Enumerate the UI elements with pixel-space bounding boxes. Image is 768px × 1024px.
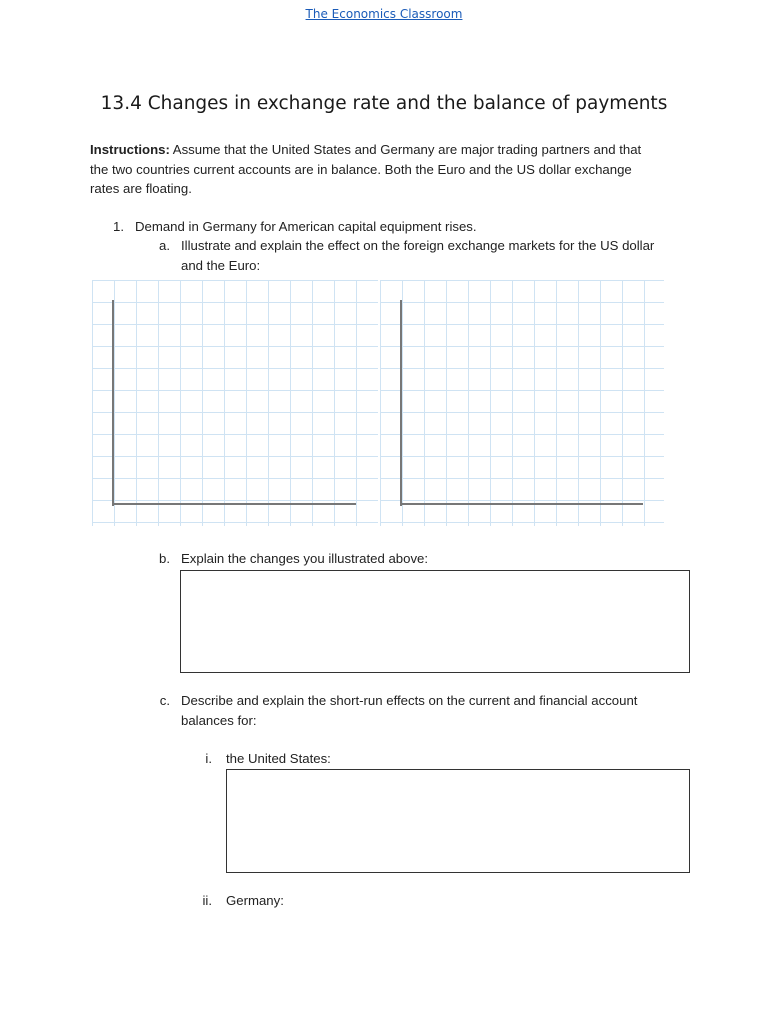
- question-1: [0, 217, 768, 237]
- question-1a: [0, 236, 768, 276]
- question-1c-text-1: Describe and explain the short-run effects on the current and financial account: [181, 693, 638, 708]
- question-1b-marker: b.: [159, 551, 170, 566]
- question-1c-i: [0, 749, 768, 769]
- question-1c: [0, 691, 768, 731]
- instructions-paragraph: [90, 140, 680, 199]
- graph-grid-left[interactable]: [92, 280, 378, 526]
- question-1-number: 1.: [113, 219, 124, 234]
- question-1c-i-marker: i.: [205, 751, 212, 766]
- question-1b: [0, 549, 768, 569]
- question-1c-marker: c.: [159, 693, 170, 708]
- question-1a-text-2: and the Euro:: [181, 257, 261, 273]
- instructions-text-1: Assume that the United States and Germany are major trading partners and that: [169, 142, 642, 157]
- page-title: 13.4 Changes in exchange rate and the balance of payments: [100, 93, 668, 114]
- question-1a-marker: a.: [159, 238, 170, 253]
- instructions-line-1: [90, 140, 680, 160]
- question-1a-text-1: Illustrate and explain the effect on the foreign exchange markets for the US dollar: [181, 238, 655, 253]
- graph-right-x-axis: [400, 503, 643, 505]
- header-link[interactable]: The Economics Classroom: [305, 7, 463, 21]
- question-1c-text-2: balances for:: [181, 712, 257, 728]
- instructions-line-3: rates are floating.: [90, 181, 192, 196]
- graph-grid-right[interactable]: [380, 280, 664, 526]
- question-1c-ii-text: Germany:: [226, 893, 284, 908]
- graph-left-x-axis: [112, 503, 356, 505]
- answer-box-1c-i[interactable]: [226, 769, 690, 873]
- question-1c-i-text: the United States:: [226, 751, 331, 766]
- question-1b-text: Explain the changes you illustrated above:: [181, 551, 429, 566]
- question-1c-ii: [0, 891, 768, 911]
- graph-left-y-axis: [112, 300, 114, 506]
- answer-box-1b[interactable]: [180, 570, 690, 673]
- instructions-label: Instructions:: [90, 142, 170, 157]
- question-1c-ii-marker: ii.: [202, 893, 212, 908]
- graph-right-y-axis: [400, 300, 402, 506]
- instructions-line-2: the two countries current accounts are in balance. Both the Euro and the US dollar exchange: [90, 161, 632, 177]
- question-1-text: Demand in Germany for American capital equipment rises.: [135, 219, 477, 234]
